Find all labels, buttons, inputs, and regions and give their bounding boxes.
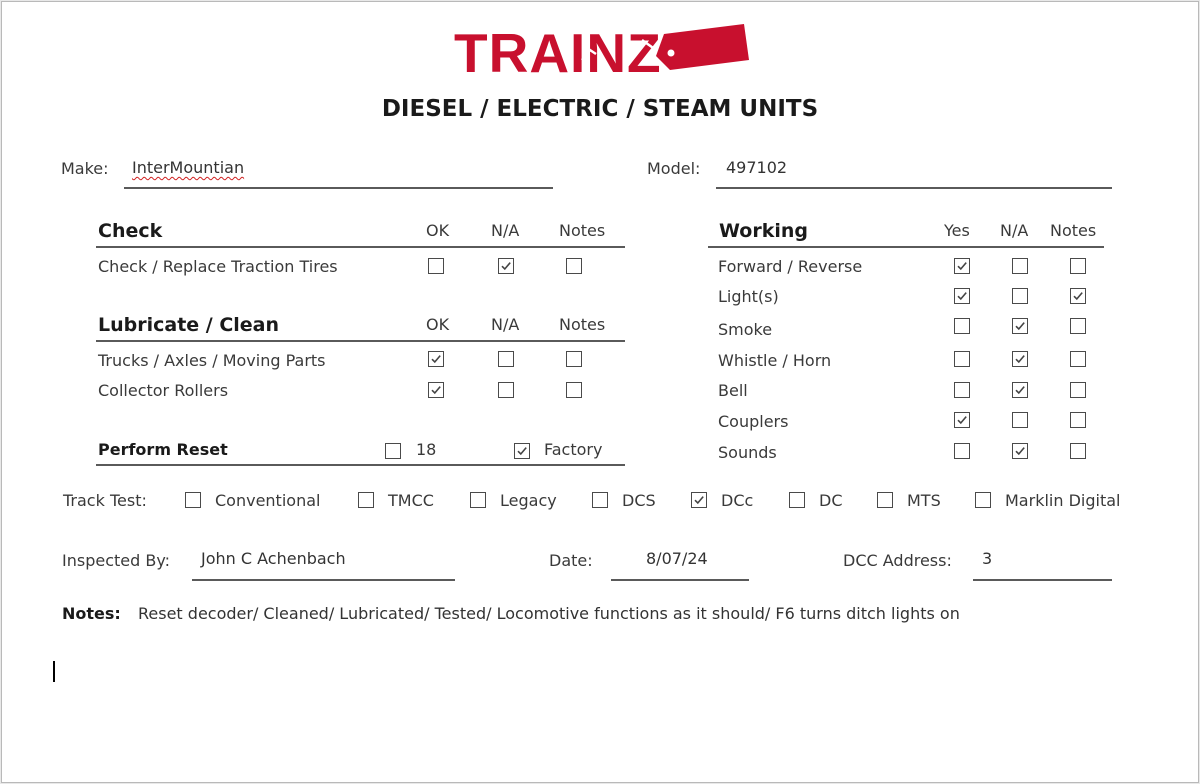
reset-factory-label: Factory (544, 440, 603, 459)
model-field[interactable]: 497102 (726, 158, 788, 177)
lubricate-row-trucks-label: Trucks / Axles / Moving Parts (98, 351, 326, 370)
working-row-label: Forward / Reverse (718, 257, 863, 276)
trainz-logo (452, 20, 752, 82)
svg-text:TRAINZ: TRAINZ (454, 22, 662, 82)
lubricate-collector-notes-checkbox[interactable] (566, 382, 582, 398)
working-row-yes-checkbox[interactable] (954, 412, 970, 428)
working-row-label: Smoke (718, 320, 773, 339)
working-row-notes-checkbox[interactable] (1070, 258, 1086, 274)
track-test-option-checkbox[interactable] (470, 492, 486, 508)
track-test-label: Track Test: (63, 491, 147, 510)
working-heading: Working (719, 220, 808, 242)
track-test-option-label: Marklin Digital (1005, 491, 1121, 510)
working-row-notes-checkbox[interactable] (1070, 318, 1086, 334)
inspected-by-label: Inspected By: (62, 551, 171, 570)
working-row-yes-checkbox[interactable] (954, 318, 970, 334)
working-row-na-checkbox[interactable] (1012, 382, 1028, 398)
working-row-label: Couplers (718, 412, 789, 431)
reset-underline (96, 464, 625, 466)
check-col-ok: OK (426, 221, 450, 240)
track-test-option-checkbox[interactable] (877, 492, 893, 508)
make-label: Make: (61, 159, 109, 178)
working-row-label: Whistle / Horn (718, 351, 832, 370)
working-col-yes: Yes (944, 221, 970, 240)
reset-factory-checkbox[interactable] (514, 443, 530, 459)
make-field[interactable]: InterMountian (132, 158, 245, 177)
check-row-na-checkbox[interactable] (498, 258, 514, 274)
checkmark-icon (956, 414, 968, 426)
checkmark-icon (956, 260, 968, 272)
track-test-option-checkbox[interactable] (185, 492, 201, 508)
working-row-na-checkbox[interactable] (1012, 258, 1028, 274)
model-underline (716, 187, 1112, 189)
reset-18-checkbox[interactable] (385, 443, 401, 459)
working-row-na-checkbox[interactable] (1012, 318, 1028, 334)
form-page (1, 1, 1199, 783)
reset-label: Perform Reset (98, 440, 228, 459)
check-col-notes: Notes (559, 221, 606, 240)
track-test-option-checkbox[interactable] (789, 492, 805, 508)
working-underline (708, 246, 1104, 248)
make-underline (124, 187, 553, 189)
track-test-option-label: MTS (907, 491, 941, 510)
checkmark-icon (500, 260, 512, 272)
checkmark-icon (516, 445, 528, 457)
working-row-yes-checkbox[interactable] (954, 443, 970, 459)
checkmark-icon (430, 353, 442, 365)
notes-label: Notes: (62, 604, 121, 623)
working-col-na: N/A (1000, 221, 1029, 240)
inspected-by-field[interactable]: John C Achenbach (201, 549, 346, 568)
working-row-yes-checkbox[interactable] (954, 382, 970, 398)
working-row-notes-checkbox[interactable] (1070, 412, 1086, 428)
lubricate-collector-na-checkbox[interactable] (498, 382, 514, 398)
working-row-label: Sounds (718, 443, 777, 462)
working-row-na-checkbox[interactable] (1012, 288, 1028, 304)
date-underline (611, 579, 749, 581)
track-test-option-label: Conventional (215, 491, 321, 510)
lubricate-col-ok: OK (426, 315, 450, 334)
working-row-na-checkbox[interactable] (1012, 443, 1028, 459)
dcc-address-field[interactable]: 3 (982, 549, 993, 568)
form-title: DIESEL / ELECTRIC / STEAM UNITS (381, 96, 819, 122)
track-test-option-label: DCc (721, 491, 754, 510)
lubricate-collector-ok-checkbox[interactable] (428, 382, 444, 398)
working-row-na-checkbox[interactable] (1012, 412, 1028, 428)
lubricate-underline (96, 340, 625, 342)
date-label: Date: (549, 551, 593, 570)
checkmark-icon (1014, 320, 1026, 332)
lubricate-col-na: N/A (491, 315, 520, 334)
checkmark-icon (430, 384, 442, 396)
lubricate-trucks-na-checkbox[interactable] (498, 351, 514, 367)
lubricate-heading: Lubricate / Clean (98, 314, 280, 336)
date-field[interactable]: 8/07/24 (646, 549, 708, 568)
track-test-option-label: Legacy (500, 491, 557, 510)
working-row-yes-checkbox[interactable] (954, 258, 970, 274)
checkmark-icon (693, 494, 705, 506)
working-row-label: Light(s) (718, 287, 779, 306)
working-row-notes-checkbox[interactable] (1070, 288, 1086, 304)
checkmark-icon (1014, 445, 1026, 457)
working-col-notes: Notes (1050, 221, 1097, 240)
track-test-option-checkbox[interactable] (691, 492, 707, 508)
working-row-yes-checkbox[interactable] (954, 288, 970, 304)
check-underline (96, 246, 625, 248)
check-row-ok-checkbox[interactable] (428, 258, 444, 274)
dcc-address-underline (973, 579, 1112, 581)
checkmark-icon (956, 290, 968, 302)
model-label: Model: (647, 159, 701, 178)
check-row-notes-checkbox[interactable] (566, 258, 582, 274)
lubricate-trucks-ok-checkbox[interactable] (428, 351, 444, 367)
check-heading: Check (98, 220, 163, 242)
check-col-na: N/A (491, 221, 520, 240)
lubricate-trucks-notes-checkbox[interactable] (566, 351, 582, 367)
checkmark-icon (1014, 384, 1026, 396)
dcc-address-label: DCC Address: (843, 551, 952, 570)
track-test-option-checkbox[interactable] (592, 492, 608, 508)
text-cursor (53, 661, 55, 682)
working-row-yes-checkbox[interactable] (954, 351, 970, 367)
track-test-option-label: TMCC (388, 491, 434, 510)
check-row-label: Check / Replace Traction Tires (98, 257, 338, 276)
notes-field[interactable]: Reset decoder/ Cleaned/ Lubricated/ Tested/ Locomotive functions as it should/ F6 turns ditch lights on (138, 604, 960, 623)
track-test-option-label: DC (819, 491, 843, 510)
checkmark-icon (1072, 290, 1084, 302)
lubricate-row-collector-label: Collector Rollers (98, 381, 229, 400)
working-row-notes-checkbox[interactable] (1070, 351, 1086, 367)
reset-18-label: 18 (416, 440, 437, 459)
working-row-na-checkbox[interactable] (1012, 351, 1028, 367)
checkmark-icon (1014, 353, 1026, 365)
inspected-by-underline (192, 579, 455, 581)
working-row-notes-checkbox[interactable] (1070, 382, 1086, 398)
track-test-option-checkbox[interactable] (358, 492, 374, 508)
track-test-option-label: DCS (622, 491, 656, 510)
lubricate-col-notes: Notes (559, 315, 606, 334)
working-row-label: Bell (718, 381, 748, 400)
track-test-option-checkbox[interactable] (975, 492, 991, 508)
working-row-notes-checkbox[interactable] (1070, 443, 1086, 459)
